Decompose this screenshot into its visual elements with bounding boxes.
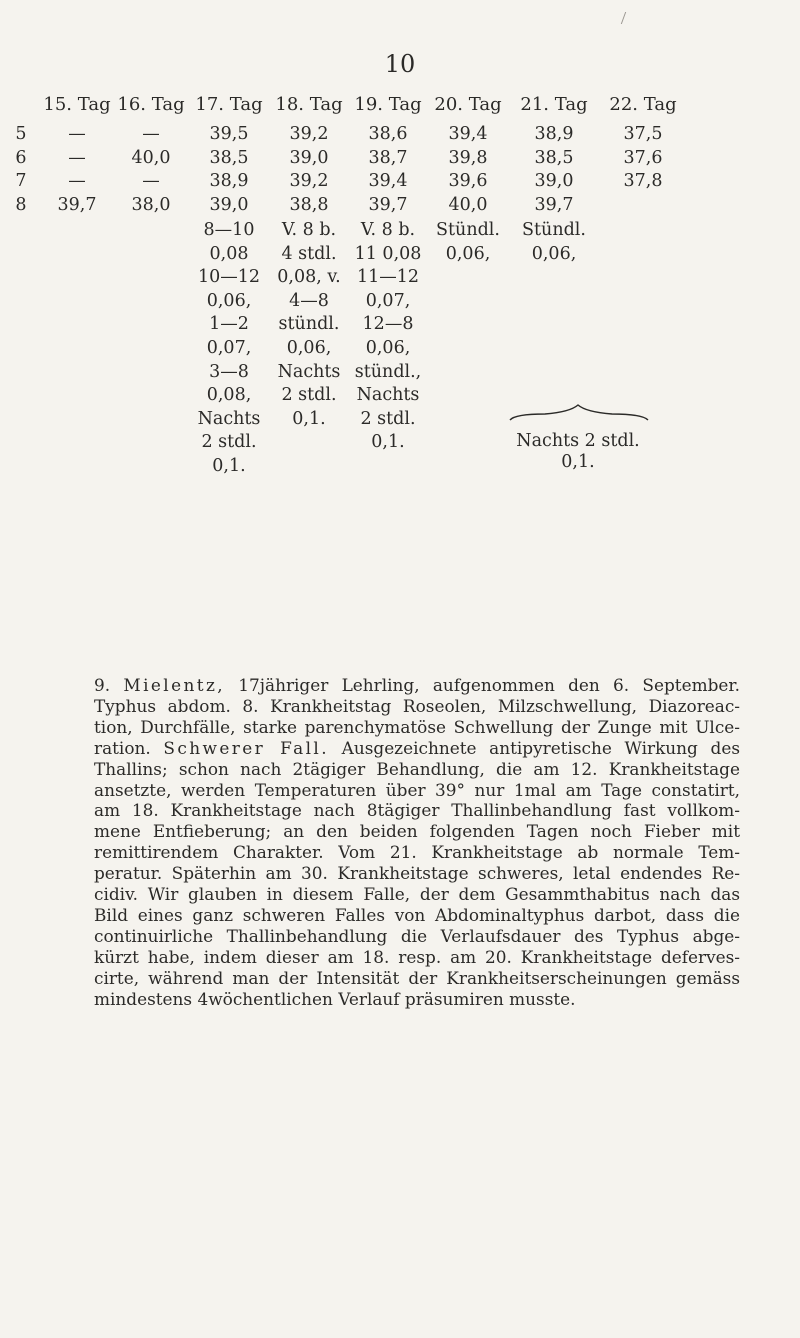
text-segment: continuirliche Thallinbehandlung die Verlaufsdauer des Typhus abge- bbox=[94, 925, 740, 946]
dosage-note: 0,06, bbox=[531, 243, 577, 264]
text-segment: cidiv. Wir glauben in diesem Falle, der dem Gesammthabitus nach das bbox=[94, 884, 740, 905]
text-segment: Typhus abdom. 8. Krankheitstag Roseolen, Milzschwellung, Diazoreac- bbox=[94, 695, 740, 716]
temperature-cell: 38,0 bbox=[131, 195, 171, 215]
dosage-note: 0,06, bbox=[286, 338, 332, 358]
temperature-cell: 37,8 bbox=[623, 171, 663, 191]
temperature-cell: 38,8 bbox=[289, 195, 329, 215]
column-header: 18. Tag bbox=[275, 94, 343, 115]
column-header: 17. Tag bbox=[195, 94, 263, 115]
dosage-note: 11—12 bbox=[356, 267, 420, 288]
row-hour-label: 6 bbox=[15, 148, 27, 168]
text-segment: mindestens 4wöchentlichen Verlauf präsumiren musste. bbox=[94, 988, 576, 1009]
dosage-note: Nachts bbox=[277, 361, 341, 382]
temperature-cell: — bbox=[68, 171, 86, 191]
temperature-cell: 38,9 bbox=[209, 171, 249, 191]
column-header: 22. Tag bbox=[609, 94, 677, 115]
text-segment: peratur. Späterhin am 30. Krankheitstage schweres, letal endendes Re- bbox=[94, 863, 740, 884]
text-segment: am 18. Krankheitstage nach 8tägiger Thallinbehandlung fast vollkom- bbox=[94, 800, 740, 821]
temperature-cell: 39,7 bbox=[368, 195, 408, 215]
text-line bbox=[94, 842, 740, 863]
dosage-note: Stündl. bbox=[522, 220, 586, 240]
text-segment: Schwerer Fall. bbox=[163, 737, 329, 758]
dosage-note: 0,08, v. bbox=[277, 267, 341, 288]
text-segment: ansetzte, werden Temperaturen über 39° nur 1mal am Tage constatirt, bbox=[94, 779, 740, 800]
temperature-cell: 39,5 bbox=[209, 124, 249, 144]
dosage-note: 2 stdl. bbox=[360, 408, 416, 429]
dosage-note: 4 stdl. bbox=[281, 243, 337, 264]
text-line bbox=[94, 821, 740, 842]
temperature-cell: 39,2 bbox=[289, 124, 329, 144]
dosage-note: 0,07, bbox=[206, 338, 252, 358]
text-segment: 17jähriger Lehrling, aufgenommen den 6. September. bbox=[225, 675, 740, 695]
dosage-note: Nachts bbox=[356, 385, 420, 406]
temperature-cell: 39,2 bbox=[289, 171, 329, 191]
text-line bbox=[94, 717, 740, 738]
joint-dosage-note: 0,1. bbox=[561, 452, 595, 472]
temperature-cell: 38,6 bbox=[368, 124, 408, 144]
temperature-cell: 37,6 bbox=[623, 148, 663, 168]
dosage-note: 2 stdl. bbox=[281, 385, 337, 406]
text-segment: kürzt habe, indem dieser am 18. resp. am 20. Krankheitstage deferves- bbox=[94, 946, 740, 967]
temperature-cell: 39,8 bbox=[448, 148, 488, 168]
dosage-note: 0,1. bbox=[292, 408, 326, 429]
dosage-note: stündl., bbox=[354, 361, 422, 382]
dosage-note: Nachts bbox=[197, 408, 261, 429]
text-line bbox=[94, 800, 740, 821]
text-line bbox=[94, 926, 740, 947]
temperature-cell: 39,0 bbox=[289, 148, 329, 168]
temperature-cell: 38,5 bbox=[534, 148, 574, 168]
column-header: 20. Tag bbox=[434, 94, 502, 115]
text-line bbox=[94, 759, 740, 780]
page-number: 10 bbox=[384, 50, 416, 78]
dosage-note: 10—12 bbox=[197, 267, 261, 288]
joint-dosage-note: Nachts 2 stdl. bbox=[516, 431, 640, 451]
text-segment: 9. bbox=[94, 675, 124, 695]
temperature-cell: 39,4 bbox=[368, 171, 408, 191]
dosage-note: 11 0,08 bbox=[354, 243, 422, 264]
case-description bbox=[94, 675, 740, 1010]
dosage-note: 0,06, bbox=[365, 338, 411, 358]
text-segment: Ausgezeichnete antipyretische Wirkung des bbox=[328, 737, 740, 758]
temperature-cell: 38,5 bbox=[209, 148, 249, 168]
temperature-cell: 39,4 bbox=[448, 124, 488, 144]
dosage-note: 0,07, bbox=[365, 290, 411, 311]
text-segment: Bild eines ganz schweren Falles von Abdominaltyphus darbot, dass die bbox=[94, 904, 740, 925]
temperature-cell: 40,0 bbox=[448, 195, 488, 215]
temperature-cell: 39,0 bbox=[534, 171, 574, 191]
row-hour-label: 7 bbox=[15, 171, 27, 191]
text-line bbox=[94, 989, 740, 1010]
dosage-note: 4—8 bbox=[289, 290, 329, 311]
dosage-note: 0,06, bbox=[445, 243, 491, 264]
column-header: 16. Tag bbox=[117, 94, 185, 115]
dosage-note: 2 stdl. bbox=[201, 432, 257, 453]
temperature-cell: 37,5 bbox=[623, 124, 663, 144]
dosage-note: 0,08 bbox=[209, 243, 249, 264]
temperature-cell: 39,7 bbox=[57, 195, 97, 215]
text-line bbox=[94, 780, 740, 801]
dosage-note: 0,08, bbox=[206, 385, 252, 406]
temperature-cell: 39,6 bbox=[448, 171, 488, 191]
text-line bbox=[94, 947, 740, 968]
text-line bbox=[94, 675, 740, 696]
text-segment: tion, Durchfälle, starke parenchymatöse Schwellung der Zunge mit Ulce- bbox=[94, 716, 740, 737]
dosage-note: V. 8 b. bbox=[281, 220, 337, 240]
row-hour-label: 5 bbox=[15, 124, 27, 144]
text-line bbox=[94, 863, 740, 884]
dosage-note: stündl. bbox=[278, 314, 340, 335]
text-segment: Thallins; schon nach 2tägiger Behandlung, die am 12. Krankheitstage bbox=[94, 758, 740, 779]
text-line bbox=[94, 696, 740, 717]
temperature-cell: — bbox=[142, 171, 160, 191]
text-line bbox=[94, 905, 740, 926]
text-segment: mene Entfieberung; an den beiden folgenden Tagen noch Fieber mit bbox=[94, 821, 740, 842]
text-segment: remittirendem Charakter. Vom 21. Krankheitstage ab normale Tem- bbox=[94, 842, 740, 863]
row-hour-label: 8 bbox=[15, 195, 27, 215]
dosage-note: 1—2 bbox=[209, 314, 249, 335]
column-header: 15. Tag bbox=[43, 94, 111, 115]
text-segment: ration. bbox=[94, 737, 164, 758]
temperature-cell: — bbox=[68, 124, 86, 144]
dosage-note: 0,1. bbox=[212, 456, 246, 476]
column-header: 21. Tag bbox=[520, 94, 588, 115]
dosage-note: 0,06, bbox=[206, 290, 252, 311]
dosage-note: Stündl. bbox=[436, 220, 500, 240]
temperature-cell: 40,0 bbox=[131, 148, 171, 168]
column-header: 19. Tag bbox=[354, 94, 422, 115]
temperature-cell: 39,7 bbox=[534, 195, 574, 215]
margin-mark bbox=[621, 12, 632, 24]
dosage-note: 12—8 bbox=[362, 314, 414, 335]
text-line bbox=[94, 884, 740, 905]
dosage-note: 0,1. bbox=[371, 432, 405, 453]
temperature-cell: 38,9 bbox=[534, 124, 574, 144]
temperature-cell: — bbox=[68, 148, 86, 168]
temperature-cell: 38,7 bbox=[368, 148, 408, 168]
text-line bbox=[94, 968, 740, 989]
text-segment: Mielentz, bbox=[123, 675, 226, 695]
dosage-note: 8—10 bbox=[203, 220, 255, 240]
dosage-note: 3—8 bbox=[209, 361, 249, 382]
temperature-cell: — bbox=[142, 124, 160, 144]
temperature-cell: 39,0 bbox=[209, 195, 249, 215]
text-line bbox=[94, 738, 740, 759]
dosage-note: V. 8 b. bbox=[360, 220, 416, 240]
text-segment: cirte, während man der Intensität der Krankheitserscheinungen gemäss bbox=[94, 967, 740, 988]
